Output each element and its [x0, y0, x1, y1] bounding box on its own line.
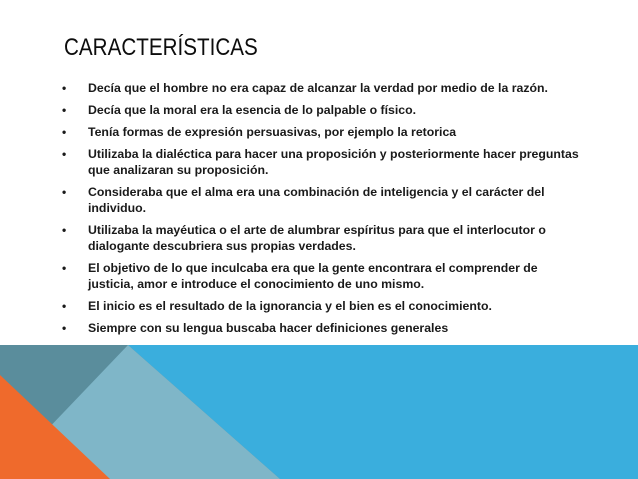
- bullet-marker: •: [62, 185, 67, 199]
- bullet-text: Decía que el hombre no era capaz de alcanzar la verdad por medio de la razón.: [88, 81, 548, 95]
- bullet-marker: •: [62, 147, 67, 161]
- bullet-list: [62, 80, 582, 342]
- bullet-text: Utilizaba la mayéutica o el arte de alumbrar espíritus para que el interlocutor o dialogante descubriera sus propias verdades.: [88, 223, 546, 253]
- bullet-item: [62, 102, 582, 118]
- bullet-item: [62, 260, 582, 292]
- bullet-text: Utilizaba la dialéctica para hacer una proposición y posteriormente hacer preguntas que analizaran su proposición.: [88, 147, 579, 177]
- bullet-marker: •: [62, 103, 67, 117]
- bullet-text: El inicio es el resultado de la ignorancia y el bien es el conocimiento.: [88, 299, 492, 313]
- bullet-item: [62, 80, 582, 96]
- bullet-item: [62, 124, 582, 140]
- bullet-item: [62, 320, 582, 336]
- bullet-marker: •: [62, 321, 67, 335]
- bullet-text: Siempre con su lengua buscaba hacer definiciones generales: [88, 321, 449, 335]
- slide-title: CARACTERÍSTICAS: [64, 34, 258, 61]
- bullet-marker: •: [62, 299, 67, 313]
- bullet-marker: •: [62, 81, 67, 95]
- bullet-text: El objetivo de lo que inculcaba era que la gente encontrara el comprender de justicia, amor e introduce el conocimiento de uno mismo.: [88, 261, 538, 291]
- bullet-item: [62, 184, 582, 216]
- bullet-text: Tenía formas de expresión persuasivas, por ejemplo la retorica: [88, 125, 457, 139]
- bullet-item: [62, 222, 582, 254]
- bullet-marker: •: [62, 261, 67, 275]
- decorative-bottom-band: [0, 345, 638, 479]
- bullet-text: Consideraba que el alma era una combinación de inteligencia y el carácter del individuo.: [88, 185, 545, 215]
- bullet-item: [62, 146, 582, 178]
- bullet-text: Decía que la moral era la esencia de lo palpable o físico.: [88, 103, 417, 117]
- bullet-item: [62, 298, 582, 314]
- bullet-marker: •: [62, 223, 67, 237]
- bullet-marker: •: [62, 125, 67, 139]
